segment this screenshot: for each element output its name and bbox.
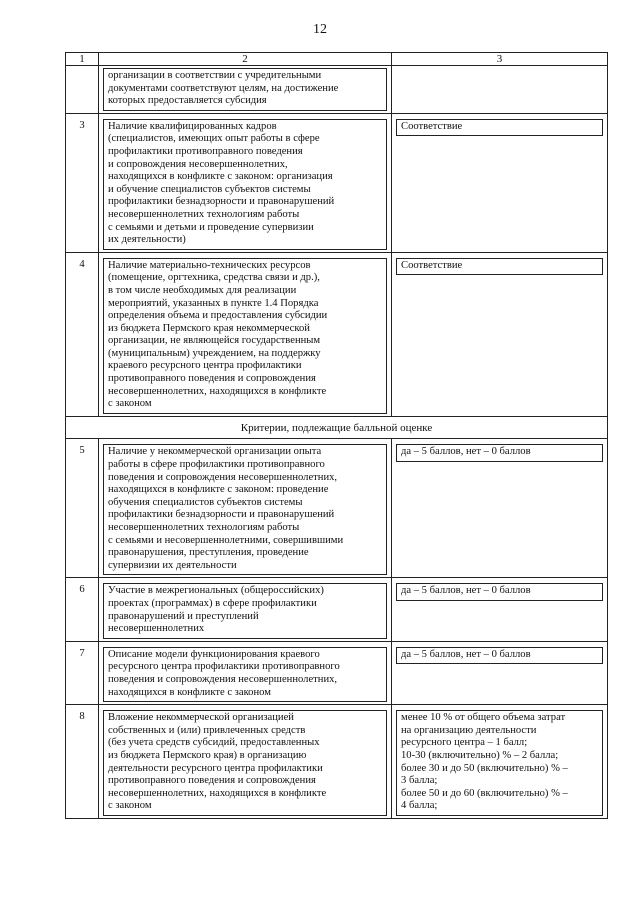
criterion-cell (99, 439, 392, 578)
criterion-cell (99, 641, 392, 704)
table-row (66, 113, 608, 252)
header-col-2: 2 (99, 53, 392, 66)
criterion-text: Наличие у некоммерческой организации опыта работы в сфере профилактики противоправного поведения и сопровождения несовершеннолетних, находящихся в конфликте с законом: проведение обучения специалистов субъектов системы профилактики безнадзорности и правонарушений несовершеннолетних технологиям работы с семьями и несовершеннолетними, совершившими правонарушения, преступления, проведение супервизии их деятельности (103, 444, 387, 575)
section-row (66, 416, 608, 439)
value-cell (392, 705, 608, 819)
criterion-text: Участие в межрегиональных (общероссийских) проектах (программах) в сфере профилактики правонарушений и преступлений несовершеннолетних (103, 583, 387, 638)
section-title: Критерии, подлежащие балльной оценке (66, 416, 608, 439)
row-number: 5 (66, 439, 99, 578)
value-cell (392, 439, 608, 578)
header-col-3: 3 (392, 53, 608, 66)
criterion-cell (99, 252, 392, 416)
header-col-1: 1 (66, 53, 99, 66)
value-text: да – 5 баллов, нет – 0 баллов (396, 444, 603, 462)
criterion-text: Описание модели функционирования краевого ресурсного центра профилактики противоправного поведения и сопровождения несовершеннолетних, находящихся в конфликте с законом (103, 647, 387, 702)
criterion-cell (99, 705, 392, 819)
row-number: 4 (66, 252, 99, 416)
value-cell (392, 578, 608, 641)
criteria-table (65, 52, 608, 819)
criterion-cell (99, 113, 392, 252)
criterion-text: Наличие квалифицированных кадров (специалистов, имеющих опыт работы в сфере профилактики противоправного поведения и сопровождения несовершеннолетних, находящихся в конфликте с законом: организация и обучение специалистов субъектов системы профилактики безнадзорности и правонарушений несовершеннолетних технологиям работы с семьями и детьми и проведение супервизии их деятельности) (103, 119, 387, 250)
value-cell (392, 252, 608, 416)
table-row (66, 578, 608, 641)
row-number: 3 (66, 113, 99, 252)
value-text: менее 10 % от общего объема затрат на организацию деятельности ресурсного центра – 1 балл; 10-30 (включительно) % – 2 балла; более 30 и до 50 (включительно) % – 3 балла; более 50 и до 60 (включительно) % – 4 балла; (396, 710, 603, 816)
value-text: да – 5 баллов, нет – 0 баллов (396, 647, 603, 665)
table-header-row (66, 53, 608, 66)
criterion-text: Вложение некоммерческой организацией собственных и (или) привлеченных средств (без учета средств субсидий, предоставленных из бюджета Пермского края) в организацию деятельности ресурсного центра профилактики противоправного поведения и сопровождения несовершеннолетних, находящихся в конфликте с законом (103, 710, 387, 816)
criterion-text: Наличие материально-технических ресурсов (помещение, оргтехника, средства связи и др.), в том числе необходимых для реализации мероприятий, указанных в пункте 1.4 Порядка определения объема и предоставления субсидии из бюджета Пермского края некоммерческой организации, не являющейся государственным (муниципальным) учреждением, на поддержку краевого ресурсного центра профилактики противоправного поведения и сопровождения несовершеннолетних, находящихся в конфликте с законом (103, 258, 387, 414)
table-row (66, 705, 608, 819)
row-number-cell (66, 66, 99, 114)
value-text: Соответствие (396, 119, 603, 137)
value-cell (392, 641, 608, 704)
value-text: да – 5 баллов, нет – 0 баллов (396, 583, 603, 601)
table-row (66, 641, 608, 704)
criterion-cell (99, 578, 392, 641)
value-text: Соответствие (396, 258, 603, 276)
table-row (66, 439, 608, 578)
table-row (66, 252, 608, 416)
continuation-text: организации в соответствии с учредительными документами соответствуют целям, на достижение которых предоставляется субсидия (103, 68, 387, 111)
criterion-cell (99, 66, 392, 114)
value-cell (392, 113, 608, 252)
row-number: 6 (66, 578, 99, 641)
row-number: 8 (66, 705, 99, 819)
continuation-row (66, 66, 608, 114)
page-number: 12 (313, 22, 327, 37)
row-number: 7 (66, 641, 99, 704)
value-cell (392, 66, 608, 114)
